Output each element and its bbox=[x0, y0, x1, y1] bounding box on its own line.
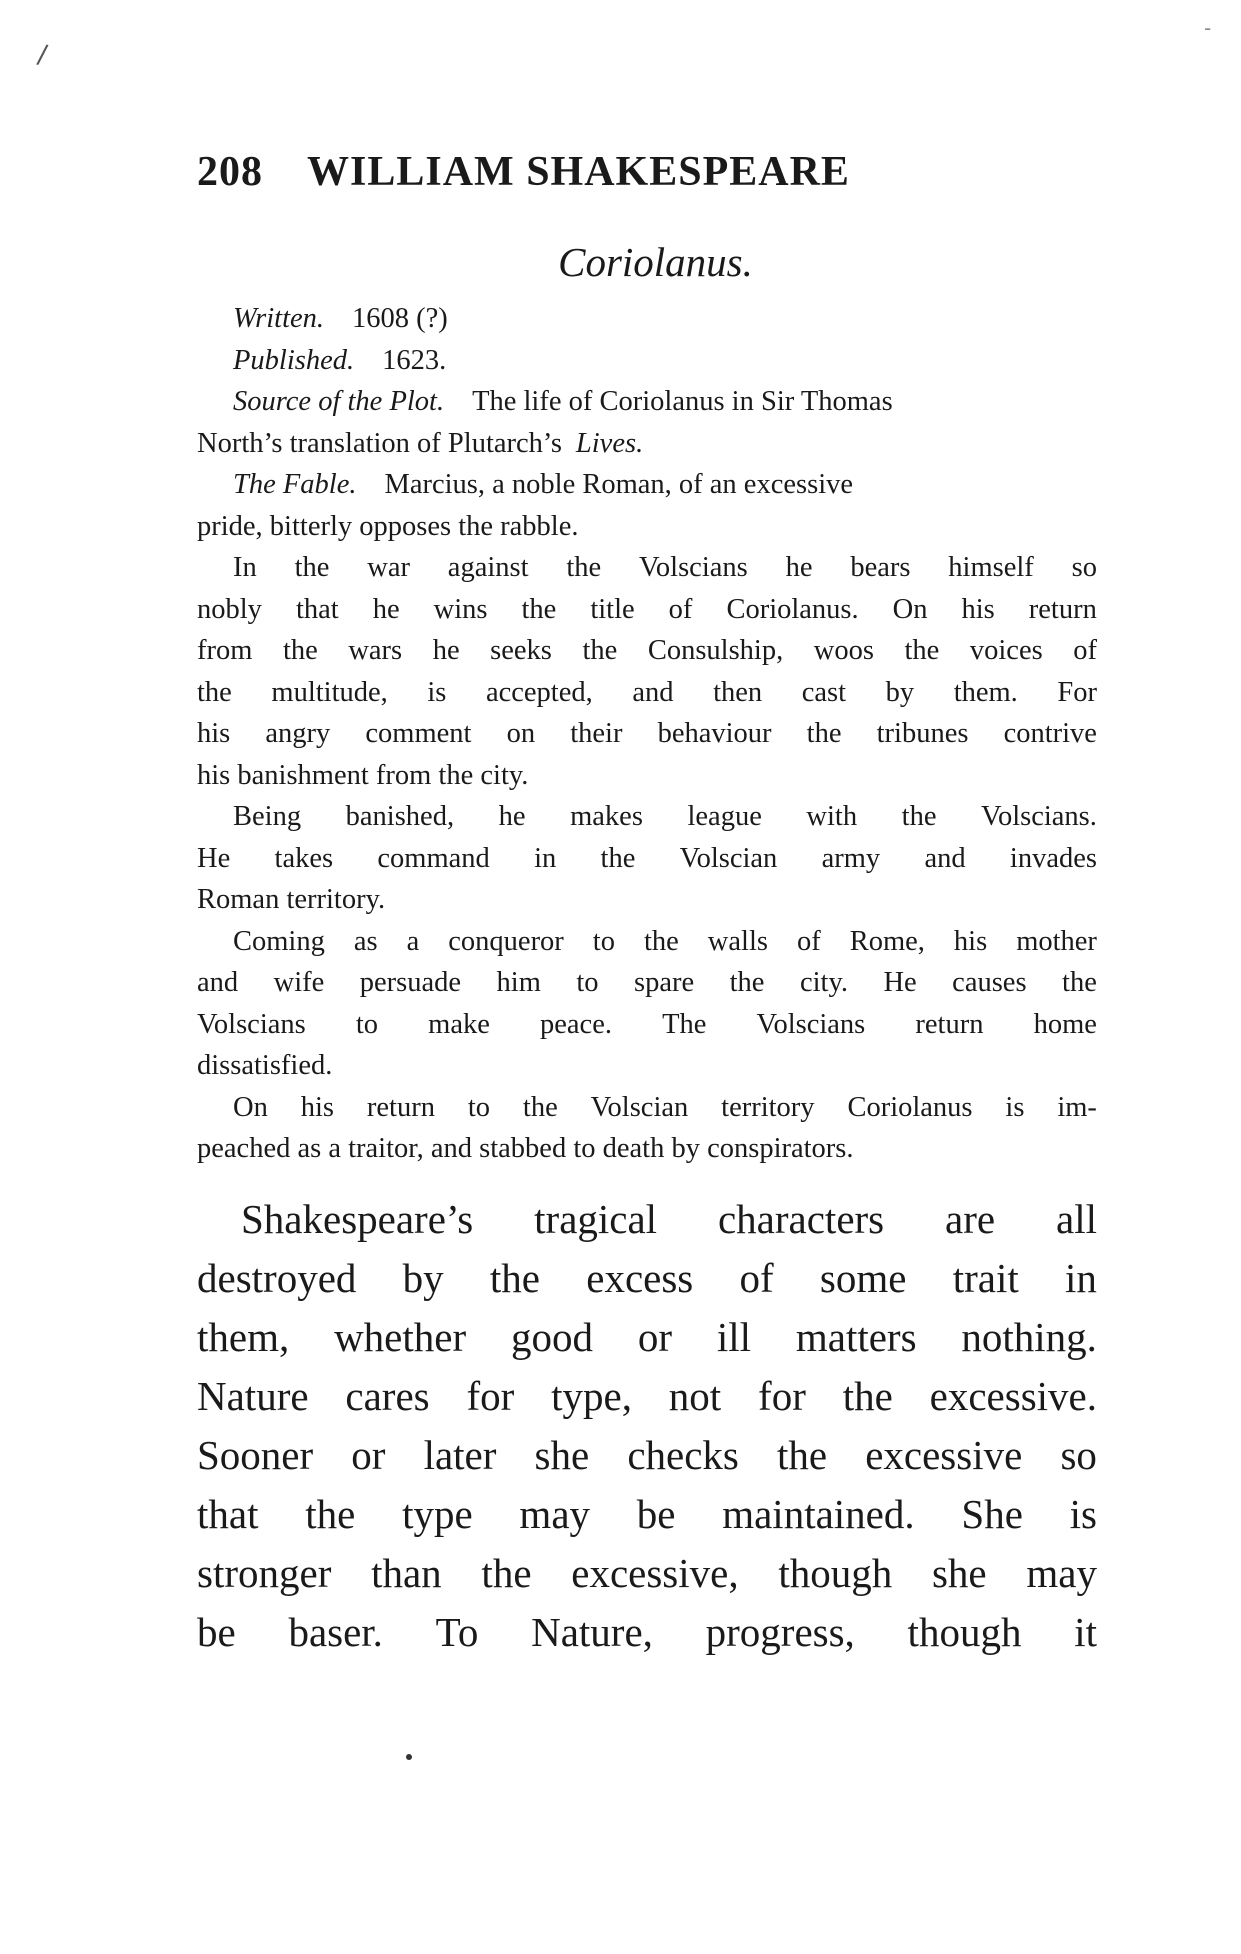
source-text-cont: North’s translation of Plutarch’s bbox=[197, 427, 562, 459]
margin-pencil-mark: / bbox=[35, 39, 50, 71]
fable-text: Marcius, a noble Roman, of an excessive bbox=[384, 469, 854, 500]
text-line: his angry comment on their behaviour the tribunes contrive bbox=[197, 718, 1097, 749]
commentary bbox=[197, 1190, 1097, 1662]
text-line: He takes command in the Volscian army and invades bbox=[197, 842, 1097, 874]
source-lives: Lives. bbox=[575, 427, 644, 459]
commentary-line: them, whether good or ill matters nothing. bbox=[197, 1314, 1097, 1360]
published-value: 1623. bbox=[382, 344, 447, 376]
text-line: In the war against the Volscians he bears himself so bbox=[233, 552, 1097, 583]
commentary-line: destroyed by the excess of some trait in bbox=[197, 1255, 1097, 1301]
text-line: Being banished, he makes league with the Volscians. bbox=[233, 801, 1097, 832]
source-label: Source of the Plot. bbox=[233, 386, 445, 417]
text-line: Volscians to make peace. The Volscians return home bbox=[197, 1008, 1097, 1040]
text-line: On his return to the Volscian territory Coriolanus is im- bbox=[233, 1091, 1097, 1123]
text-line: nobly that he wins the title of Coriolanus. On his return bbox=[197, 593, 1097, 625]
running-header bbox=[197, 148, 1097, 196]
commentary-line: be baser. To Nature, progress, though it bbox=[197, 1609, 1097, 1655]
fable-line-1 bbox=[197, 464, 1097, 506]
commentary-line: that the type may be maintained. She is bbox=[197, 1491, 1097, 1537]
fable-line-2 bbox=[197, 506, 1097, 548]
fable-text-cont: pride, bitterly opposes the rabble. bbox=[197, 510, 579, 542]
page-number: 208 bbox=[197, 149, 263, 195]
source-line-1 bbox=[197, 381, 1097, 423]
commentary-line: Shakespeare’s tragical characters are all bbox=[241, 1196, 1097, 1242]
commentary-line: Sooner or later she checks the excessive so bbox=[197, 1432, 1097, 1478]
play-summary bbox=[197, 298, 1097, 1170]
text-line: peached as a traitor, and stabbed to death by conspirators. bbox=[197, 1133, 854, 1164]
published-line bbox=[197, 340, 1097, 382]
running-title: WILLIAM SHAKESPEARE bbox=[307, 149, 850, 195]
source-line-2 bbox=[197, 423, 1097, 465]
commentary-line: Nature cares for type, not for the excessive. bbox=[197, 1373, 1097, 1419]
margin-dash-mark: - bbox=[1204, 16, 1212, 40]
text-line: the multitude, is accepted, and then cast by them. For bbox=[197, 676, 1097, 708]
text-line: from the wars he seeks the Consulship, woos the voices of bbox=[197, 635, 1097, 666]
text-line: his banishment from the city. bbox=[197, 759, 529, 791]
written-label: Written. bbox=[233, 303, 325, 334]
fable-label: The Fable. bbox=[233, 469, 357, 500]
text-line: Coming as a conqueror to the walls of Rome, his mother bbox=[233, 925, 1097, 957]
published-label: Published. bbox=[233, 344, 355, 376]
commentary-line: stronger than the excessive, though she may bbox=[197, 1550, 1097, 1596]
written-line bbox=[197, 298, 1097, 340]
source-text: The life of Coriolanus in Sir Thomas bbox=[472, 386, 893, 417]
text-line: and wife persuade him to spare the city. He causes the bbox=[197, 967, 1097, 998]
text-line: Roman territory. bbox=[197, 884, 386, 915]
ink-dot bbox=[406, 1754, 412, 1760]
play-title: Coriolanus. bbox=[558, 239, 753, 285]
written-value: 1608 (?) bbox=[352, 303, 448, 334]
text-line: dissatisfied. bbox=[197, 1050, 333, 1081]
